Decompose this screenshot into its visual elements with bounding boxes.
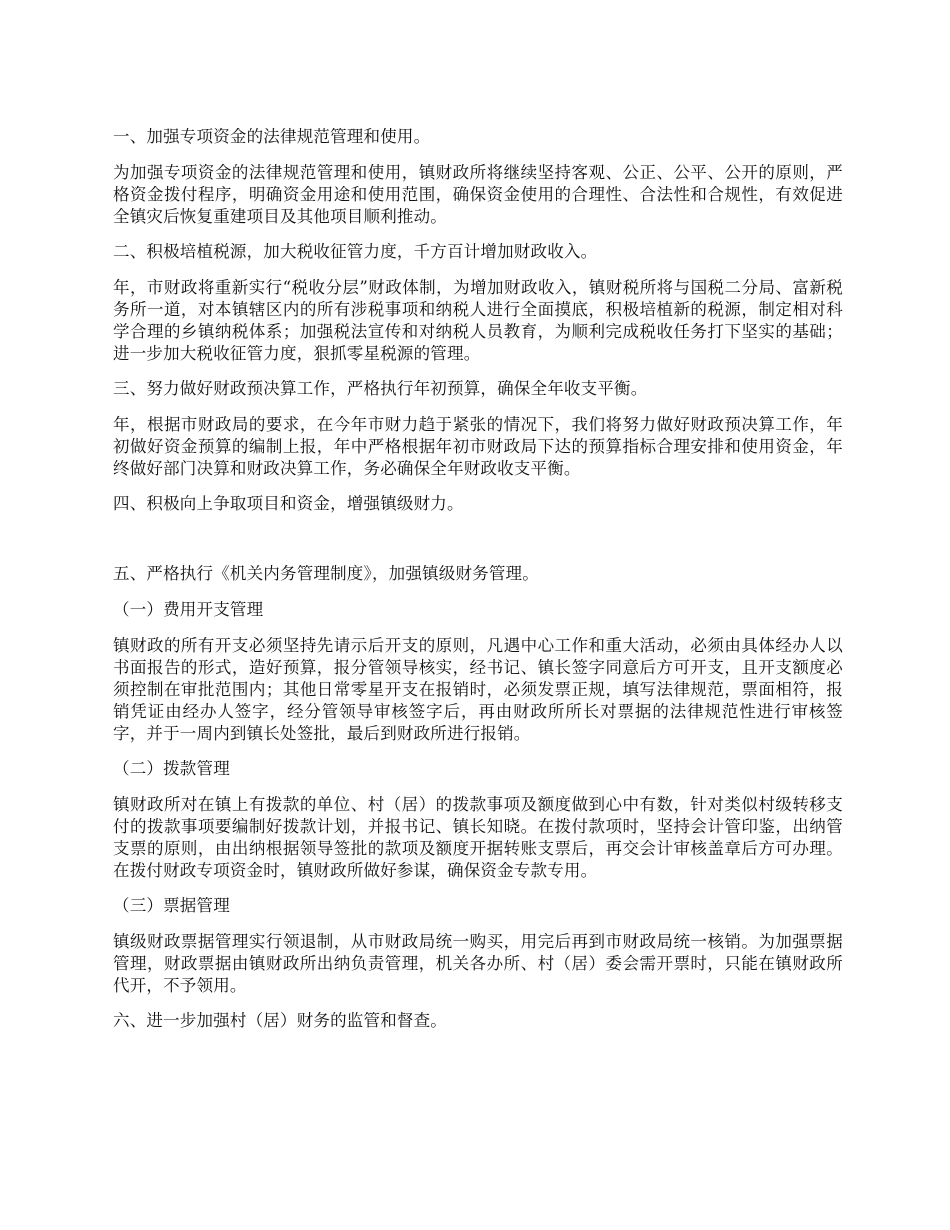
section-heading-2: 二、积极培植税源，加大税收征管力度，千方百计增加财政收入。 (113, 242, 598, 261)
subheading-receipt-management: （三）票据管理 (113, 896, 230, 915)
section-heading-6: 六、进一步加强村（居）财务的监管和督查。 (113, 1011, 447, 1030)
section-heading-3: 三、努力做好财政预决算工作，严格执行年初预算，确保全年收支平衡。 (113, 379, 648, 398)
paragraph-expense-management: 镇财政的所有开支必须坚持先请示后开支的原则，凡遇中心工作和重大活动，必须由具体经办人以书面报告的形式，造好预算，报分管领导核实，经书记、镇长签字同意后方可开支，且开支额度必须控制在审批范围内；其他日常零星开支在报销时，必须发票正规，填写法律规范，票面相符，报销凭证由经办人签字，经分管领导审核签字后，再由财政所所长对票据的法律规范性进行审核签字，并于一周内到镇长处签批，最后到财政所进行报销。 (113, 636, 843, 743)
paragraph-1: 为加强专项资金的法律规范管理和使用，镇财政所将继续坚持客观、公正、公平、公开的原则，严格资金拨付程序，明确资金用途和使用范围，确保资金使用的合理性、合法性和合规性，有效促进全镇灾后恢复重建项目及其他项目顺利推动。 (113, 163, 843, 226)
section-heading-1: 一、加强专项资金的法律规范管理和使用。 (113, 127, 431, 146)
section-heading-5: 五、严格执行《机关内务管理制度》，加强镇级财务管理。 (113, 564, 539, 583)
paragraph-allocation-management: 镇财政所对在镇上有拨款的单位、村（居）的拨款事项及额度做到心中有数，针对类似村级转移支付的拨款事项要编制好拨款计划，并报书记、镇长知晓。在拨付款项时，坚持会计管印鉴，出纳管支票的原则，由出纳根据领导签批的款项及额度开据转账支票后，再交会计审核盖章后方可办理。在拨付财政专项资金时，镇财政所做好参谋，确保资金专款专用。 (113, 795, 843, 880)
paragraph-2: 年，市财政将重新实行“税收分层”财政体制，为增加财政收入，镇财税所将与国税二分局、富新税务所一道，对本镇辖区内的所有涉税事项和纳税人进行全面摸底，积极培植新的税源，制定相对科学合理的乡镇纳税体系；加强税法宣传和对纳税人员教育，为顺利完成税收任务打下坚实的基础；进一步加大税收征管力度，狠抓零星税源的管理。 (113, 278, 843, 363)
subheading-expense-management: （一）费用开支管理 (113, 600, 264, 619)
section-heading-4: 四、积极向上争取项目和资金，增强镇级财力。 (113, 494, 464, 513)
blank-space (113, 529, 843, 563)
paragraph-receipt-management: 镇级财政票据管理实行领退制，从市财政局统一购买，用完后再到市财政局统一核销。为加强票据管理，财政票据由镇财政所出纳负责管理，机关各办所、村（居）委会需开票时，只能在镇财政所代开，不予领用。 (113, 932, 843, 995)
paragraph-3: 年，根据市财政局的要求，在今年市财力趋于紧张的情况下，我们将努力做好财政预决算工作，年初做好资金预算的编制上报，年中严格根据年初市财政局下达的预算指标合理安排和使用资金，年终做好部门决算和财政决算工作，务必确保全年财政收支平衡。 (113, 415, 843, 478)
subheading-allocation-management: （二）拨款管理 (113, 759, 230, 778)
document-body (113, 126, 843, 1046)
